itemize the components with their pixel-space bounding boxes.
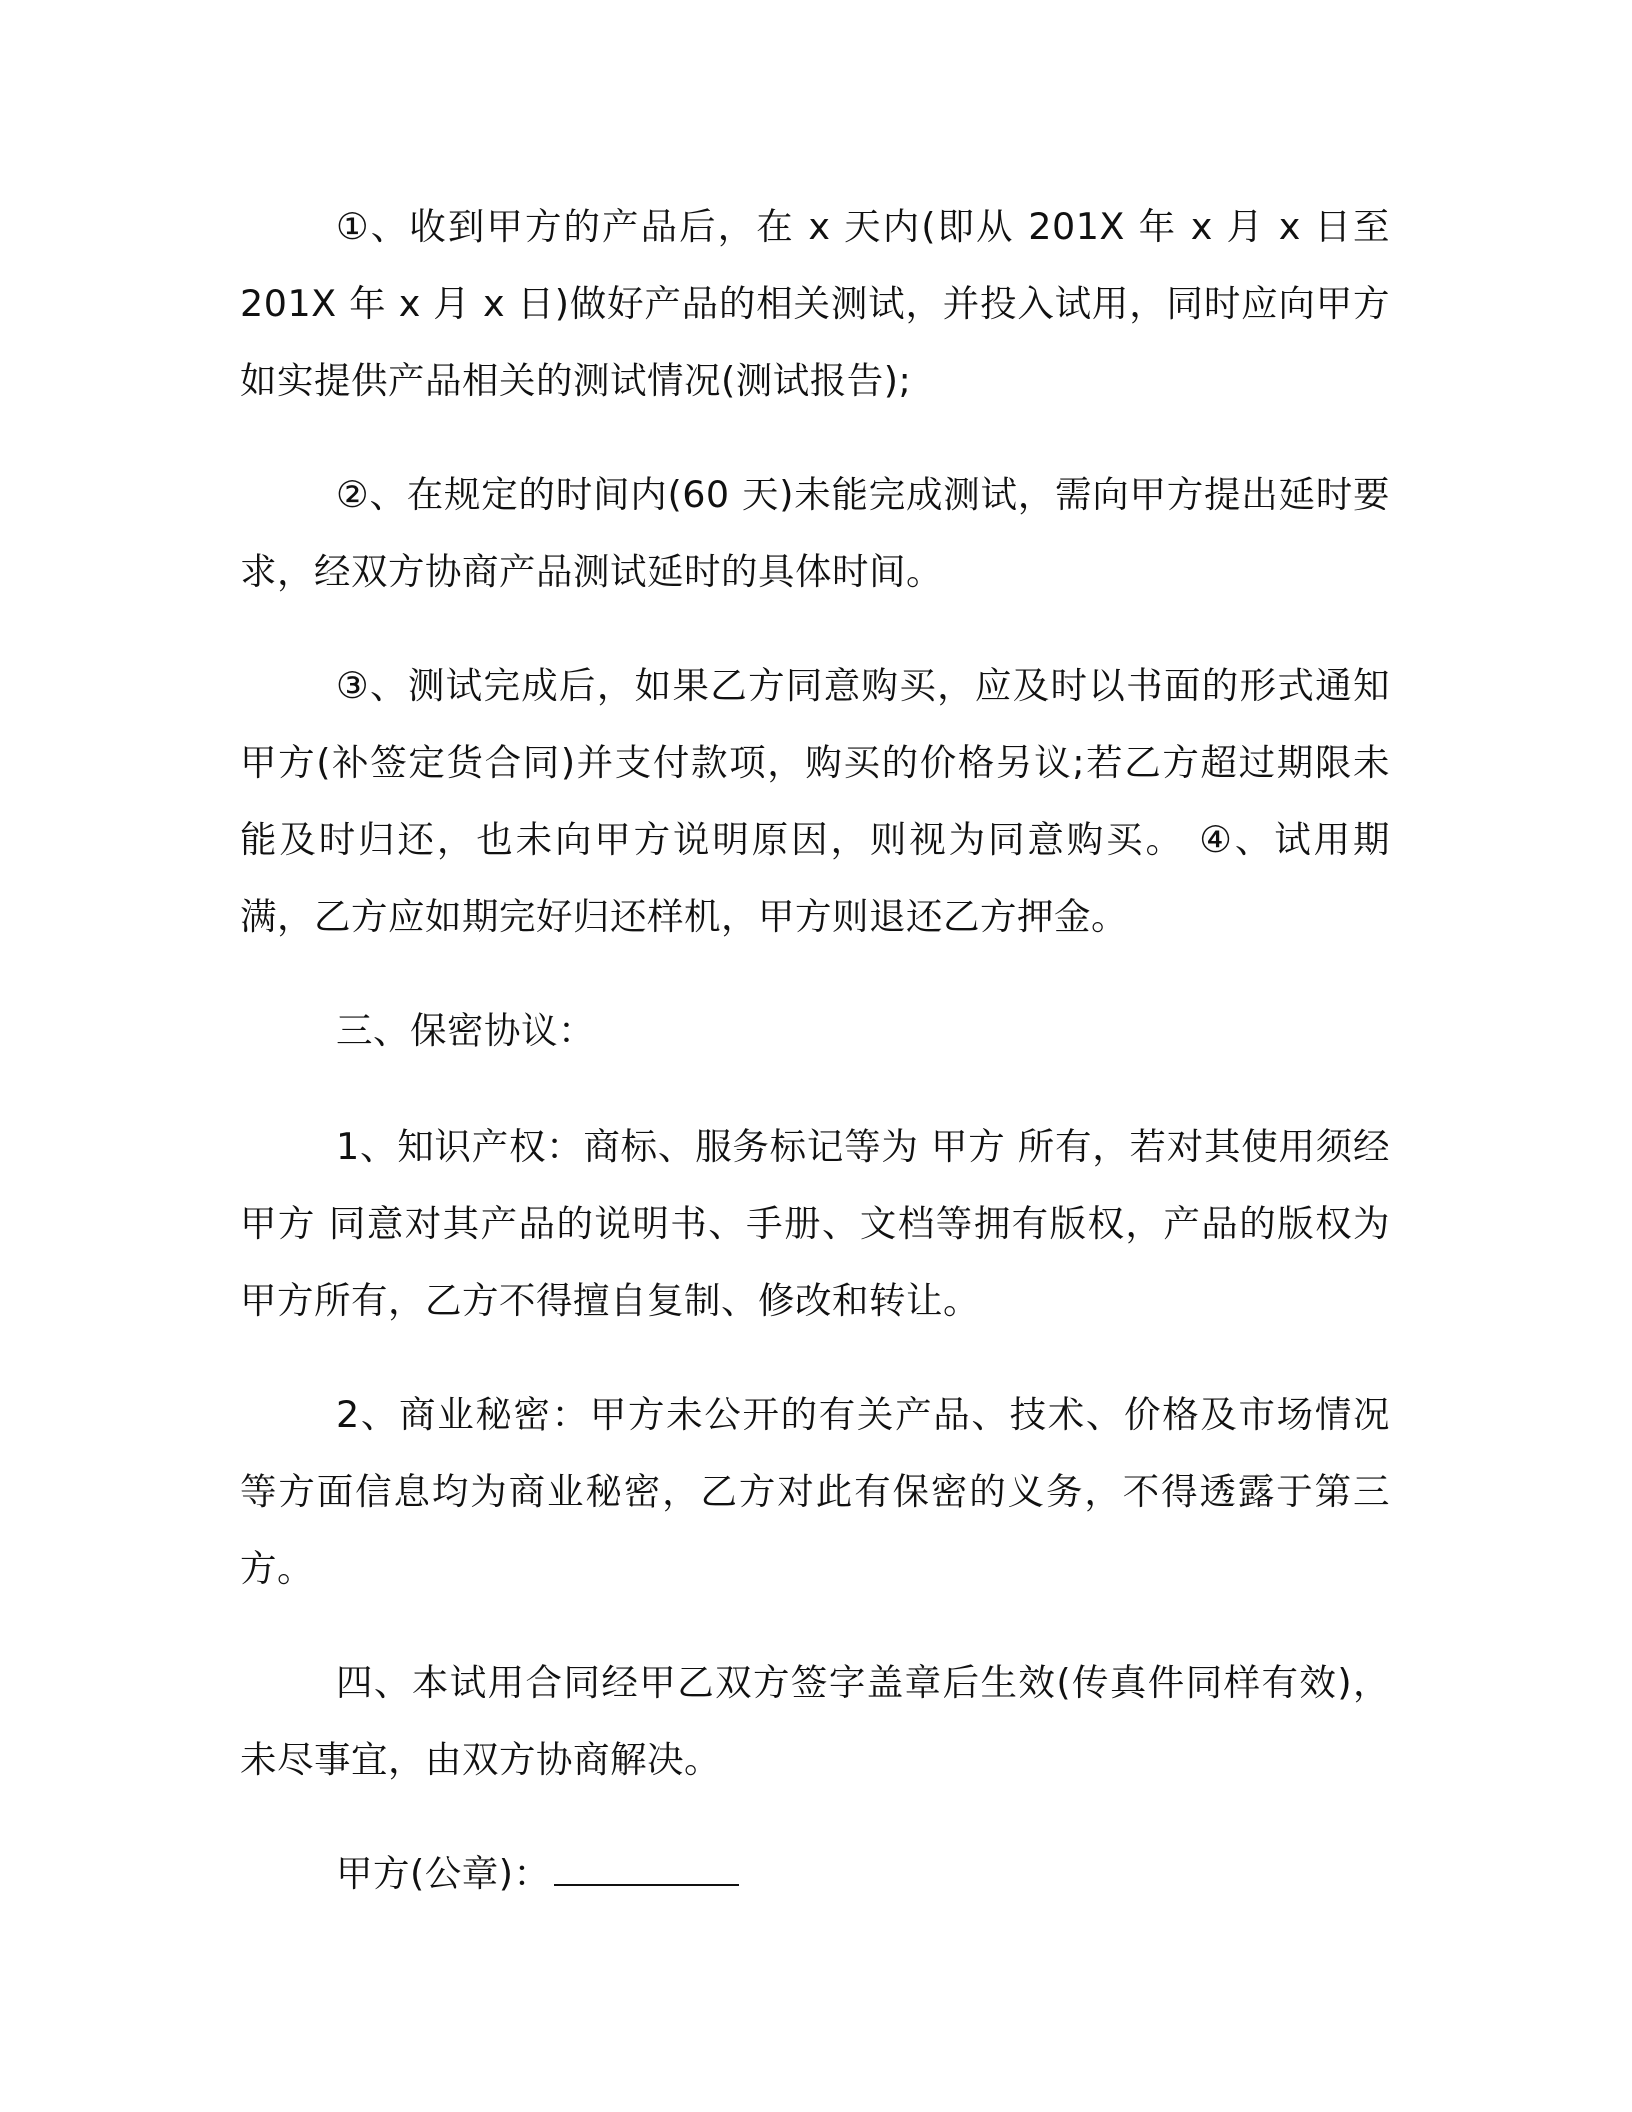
clause-3-4-paragraph: ③、测试完成后，如果乙方同意购买，应及时以书面的形式通知甲方(补签定货合同)并支付款项，购买的价格另议;若乙方超过期限未能及时归还，也未向甲方说明原因，则视为同意购买。 ④、试用期满，乙方应如期完好归还样机，甲方则退还乙方押金。	[240, 664, 1390, 938]
clause-2-paragraph: ②、在规定的时间内(60 天)未能完成测试，需向甲方提出延时要求，经双方协商产品测试延时的具体时间。	[240, 473, 1390, 593]
clause-1-paragraph: ①、收到甲方的产品后，在 x 天内(即从 201X 年 x 月 x 日至 201X 年 x 月 x 日)做好产品的相关测试，并投入试用，同时应向甲方如实提供产品相关的测试情况(测试报告);	[240, 205, 1390, 402]
confidentiality-heading: 三、保密协议：	[336, 1009, 595, 1052]
ip-paragraph: 1、知识产权：商标、服务标记等为 甲方 所有，若对其使用须经甲方 同意对其产品的说明书、手册、文档等拥有版权，产品的版权为甲方所有，乙方不得擅自复制、修改和转让。	[240, 1125, 1390, 1322]
effective-paragraph: 四、本试用合同经甲乙双方签字盖章后生效(传真件同样有效)，未尽事宜，由双方协商解决。	[240, 1661, 1390, 1781]
document-body	[240, 188, 1390, 1949]
signature-line	[554, 1856, 739, 1886]
trade-secret-paragraph: 2、商业秘密：甲方未公开的有关产品、技术、价格及市场情况等方面信息均为商业秘密，乙方对此有保密的义务，不得透露于第三方。	[240, 1393, 1390, 1590]
signature-label: 甲方(公章)：	[336, 1852, 551, 1895]
signature-row	[240, 1835, 1390, 1912]
